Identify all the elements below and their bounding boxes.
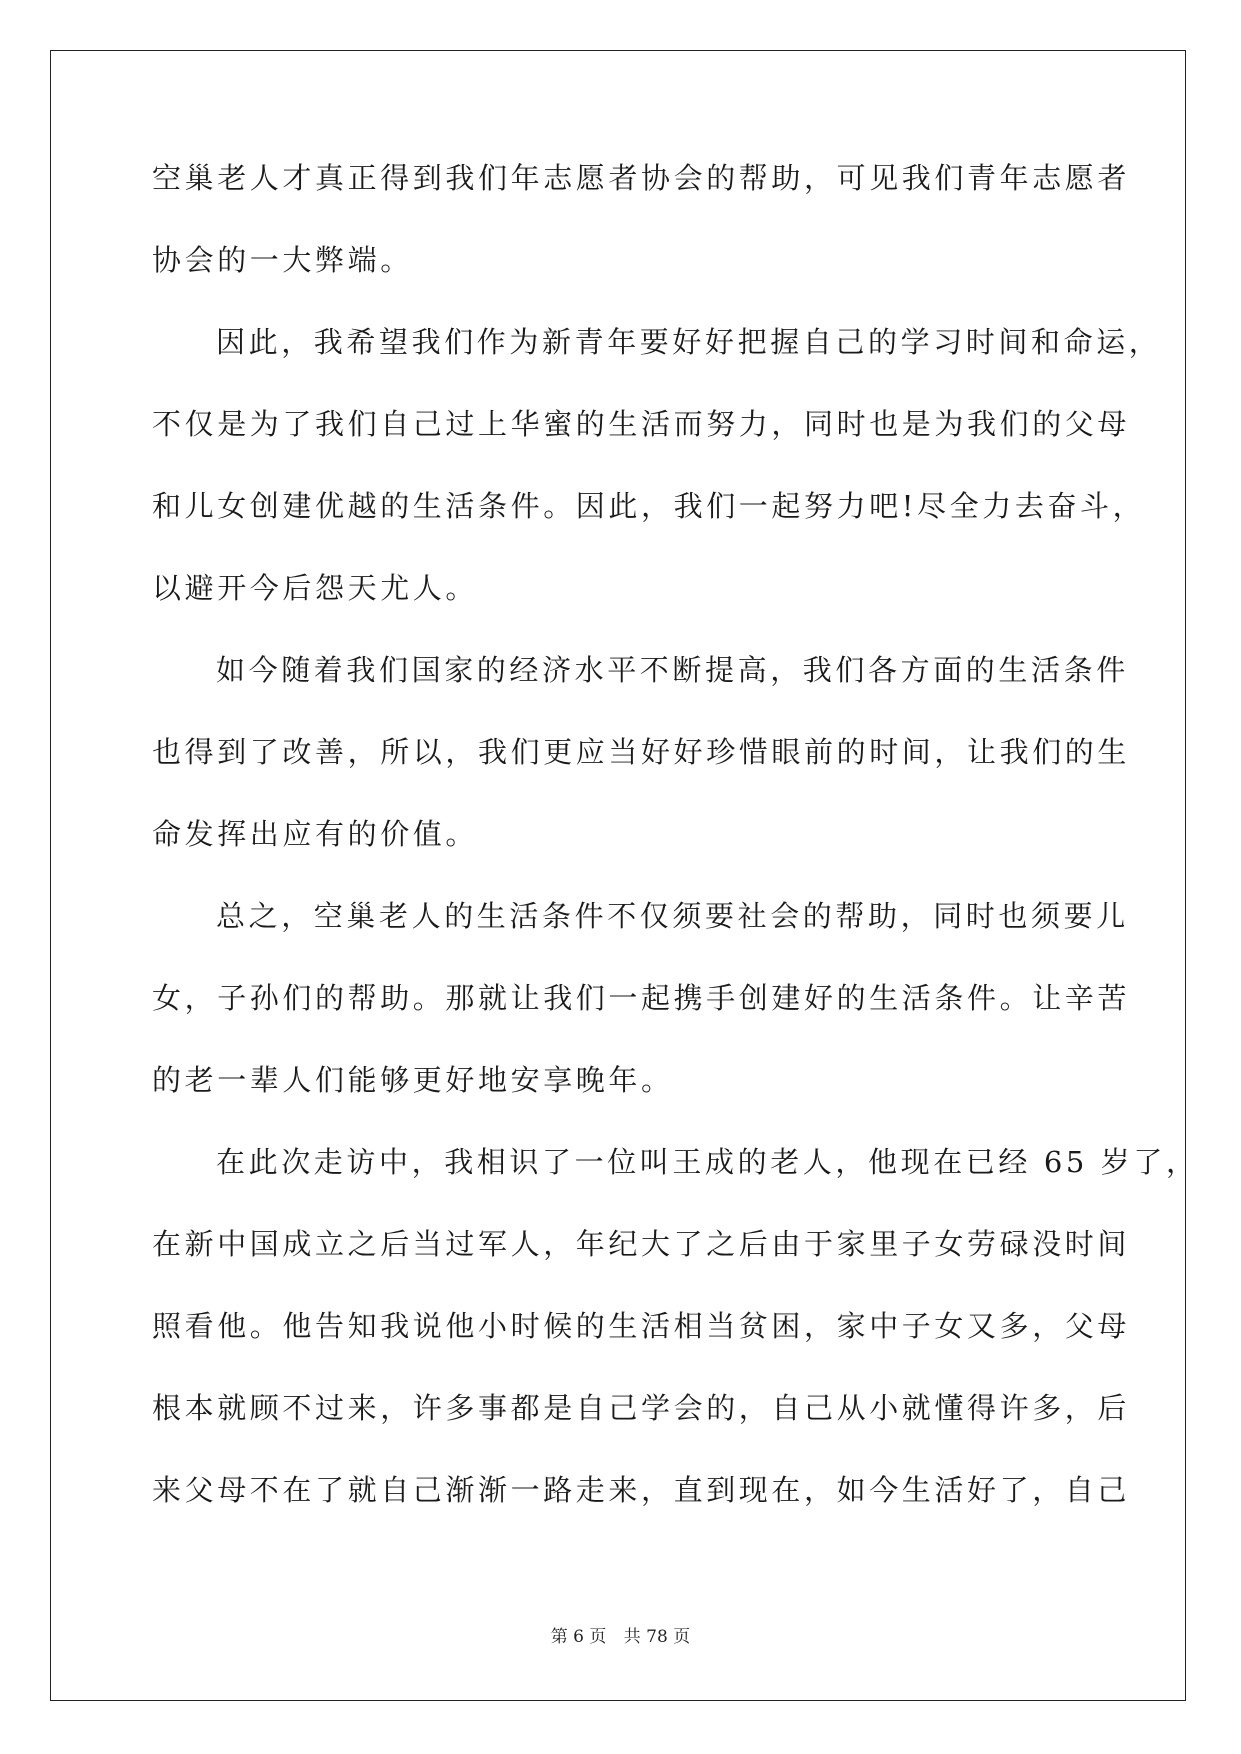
- current-page-label: 第 6 页: [550, 1627, 607, 1647]
- text-line: 根本就顾不过来，许多事都是自己学会的，自己从小就懂得许多，后: [152, 1391, 1131, 1425]
- text-line: 空巢老人才真正得到我们年志愿者协会的帮助，可见我们青年志愿者: [152, 161, 1131, 195]
- text-line: 来父母不在了就自己渐渐一路走来，直到现在，如今生活好了，自己: [152, 1473, 1131, 1507]
- text-line: 女，子孙们的帮助。那就让我们一起携手创建好的生活条件。让辛苦: [152, 981, 1131, 1015]
- text-line: 在新中国成立之后当过军人，年纪大了之后由于家里子女劳碌没时间: [152, 1227, 1131, 1261]
- text-line: 和儿女创建优越的生活条件。因此，我们一起努力吧!尽全力去奋斗，: [152, 489, 1146, 523]
- paragraph-start-line: 总之，空巢老人的生活条件不仅须要社会的帮助，同时也须要儿: [216, 899, 1129, 933]
- text-line: 以避开今后怨天尤人。: [152, 571, 479, 605]
- document-body: [152, 160, 1199, 1554]
- text-line: 的老一辈人们能够更好地安享晚年。: [152, 1063, 674, 1097]
- text-line: 照看他。他告知我说他小时候的生活相当贫困，家中子女又多，父母: [152, 1309, 1131, 1343]
- text-line: 命发挥出应有的价值。: [152, 817, 479, 851]
- paragraph-start-line: 因此，我希望我们作为新青年要好好把握自己的学习时间和命运，: [216, 325, 1162, 359]
- text-line: 也得到了改善，所以，我们更应当好好珍惜眼前的时间，让我们的生: [152, 735, 1131, 769]
- text-line: 协会的一大弊端。: [152, 243, 413, 277]
- paragraph-start-line: 如今随着我们国家的经济水平不断提高，我们各方面的生活条件: [216, 653, 1129, 687]
- total-pages-label: 共 78 页: [623, 1627, 691, 1647]
- page-footer: [0, 1622, 1241, 1647]
- paragraph-start-line: 在此次走访中，我相识了一位叫王成的老人，他现在已经 65 岁了，: [216, 1145, 1199, 1179]
- text-line: 不仅是为了我们自己过上华蜜的生活而努力，同时也是为我们的父母: [152, 407, 1131, 441]
